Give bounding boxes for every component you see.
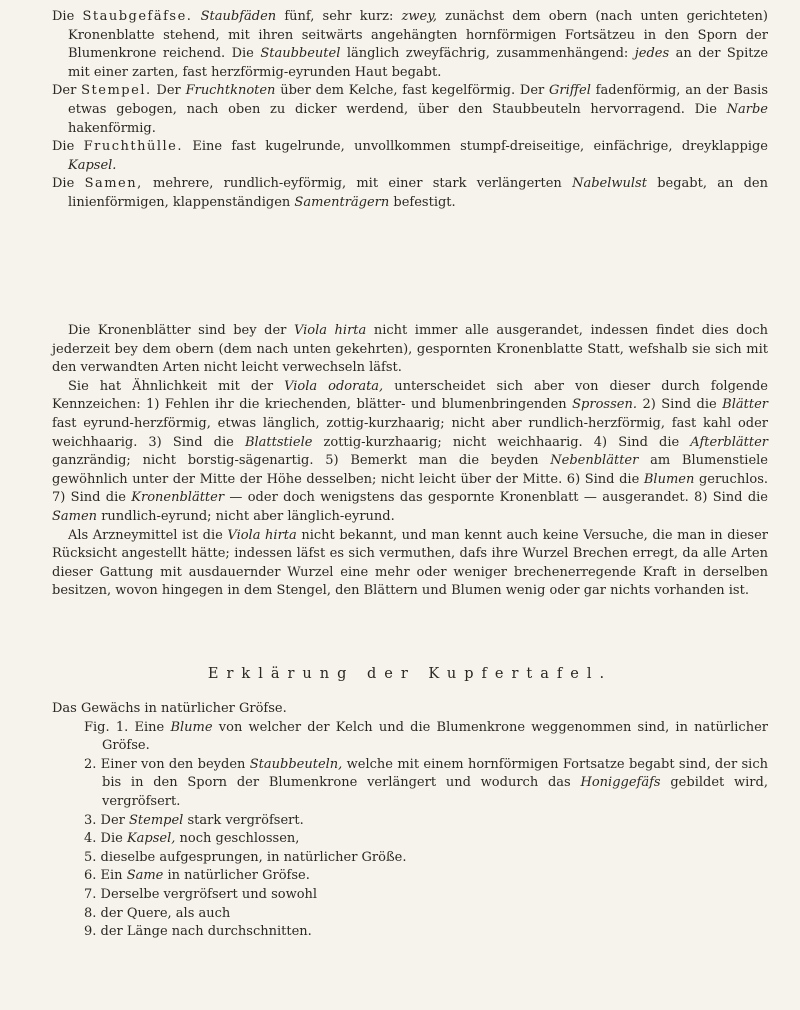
medicine-paragraph: Als Arzneymittel ist die Viola hirta nicht bekannt, und man kennt auch keine Versuche, die man in dieser Rücksicht angestellt hätte; indessen läfst es sich vermuthen, dafs ihre Wurzel Brechen erregt, da alle Arten dieser Gattung mit ausdauernder Wurzel eine mehr oder weniger brechenerregende Kraft in derselben besitzen, wovon hingegen in dem Stengel, den Blättern und Blumen wenig oder gar nichts vorhanden ist. — [52, 527, 769, 599]
figure-item-2: 2. Einer von den beyden Staubbeuteln, welche mit einem hornförmigen Fortsatze begabt sind, der sich bis in den Sporn der Blumenkrone verlängert und wodurch das Honiggefäfs gebildet wird, vergröfsert. — [84, 756, 768, 809]
figure-item-8: 8. der Quere, als auch — [84, 905, 231, 921]
figure-item-5: 5. dieselbe aufgesprungen, in natürlicher Größe. — [84, 849, 407, 865]
pistil-paragraph: Der Stempel. Der Fruchtknoten über dem Kelche, fast kegelförmig. Der Griffel fadenförmig, an der Basis etwas gebogen, nach oben zu dicker werdend, über den Staubbeuteln hervorragend. Die Narbe hakenförmig. — [52, 83, 768, 136]
figure-item-1: Fig. 1. Eine Blume von welcher der Kelch und die Blumenkrone weggenommen sind, in natürlicher Gröfse. — [84, 719, 768, 754]
figure-item-3: 3. Der Stempel stark vergröfsert. — [84, 812, 304, 828]
figure-item-4: 4. Die Kapsel, noch geschlossen, — [84, 831, 300, 847]
descriptive-block — [52, 8, 768, 213]
comparison-paragraph: Sie hat Ähnlichkeit mit der Viola odorata, unterscheidet sich aber von dieser durch folgende Kennzeichen: 1) Fehlen ihr die kriechenden, blätter- und blumenbringenden Sprossen. 2) Sind die Blätter fast eyrund-herzförmig, etwas länglich, zottig-kurzhaarig; nicht aber rundlich-herzförmig, fast kahl oder weichhaarig. 3) Sind die Blattstiele zottig-kurzhaarig; nicht weichhaarig. 4) Sind die Afterblätter ganzrändig; nicht borstig-sägenartig. 5) Bemerkt man die beyden Nebenblätter am Blumenstiele gewöhnlich unter der Mitte der Höhe desselben; nicht leicht über der Mitte. 6) Sind die Blumen geruchlos. 7) Sind die Kronenblätter — oder doch wenigstens das gespornte Kronenblatt — ausgerandet. 8) Sind die Samen rundlich-eyrund; nicht aber länglich-eyrund. — [52, 378, 768, 524]
plate-heading-wrap — [52, 664, 768, 684]
figure-legend — [52, 700, 768, 942]
discussion-block — [52, 322, 768, 601]
petals-paragraph: Die Kronenblätter sind bey der Viola hirta nicht immer alle ausgerandet, indessen findet dies doch jederzeit bey dem obern (dem nach unten gekehrten), gespornten Kronenblatte Statt, wefshalb sie sich mit den verwandten Arten nicht leicht verwechseln läfst. — [52, 323, 768, 376]
figure-item-7: 7. Derselbe vergröfsert und sowohl — [84, 886, 318, 902]
stamens-paragraph: Die Staubgefäfse. Staubfäden fünf, sehr kurz: zwey, zunächst dem obern (nach unten gerichteten) Kronenblatte stehend, mit ihren seitwärts angehängten hornförmigen Fortsätzeu in den Sporn der Blumenkrone reichend. Die Staubbeutel länglich zweyfächrig, zusammenhängend: jedes an der Spitze mit einer zarten, fast herzförmig-eyrunden Haut begabt. — [52, 9, 769, 80]
seeds-paragraph: Die Samen, mehrere, rundlich-eyförmig, mit einer stark verlängerten Nabelwulst begabt, an den linienförmigen, klappenständigen Samenträgern befestigt. — [52, 176, 768, 210]
plate-heading: Erklärung der Kupfertafel. — [207, 666, 613, 682]
fruit-paragraph: Die Fruchthülle. Eine fast kugelrunde, unvollkommen stumpf-dreiseitige, einfächrige, dreyklappige Kapsel. — [52, 139, 768, 173]
figure-intro: Das Gewächs in natürlicher Gröfse. — [52, 701, 287, 716]
figure-item-6: 6. Ein Same in natürlicher Gröfse. — [84, 868, 310, 884]
figure-item-9: 9. der Länge nach durchschnitten. — [84, 924, 312, 940]
